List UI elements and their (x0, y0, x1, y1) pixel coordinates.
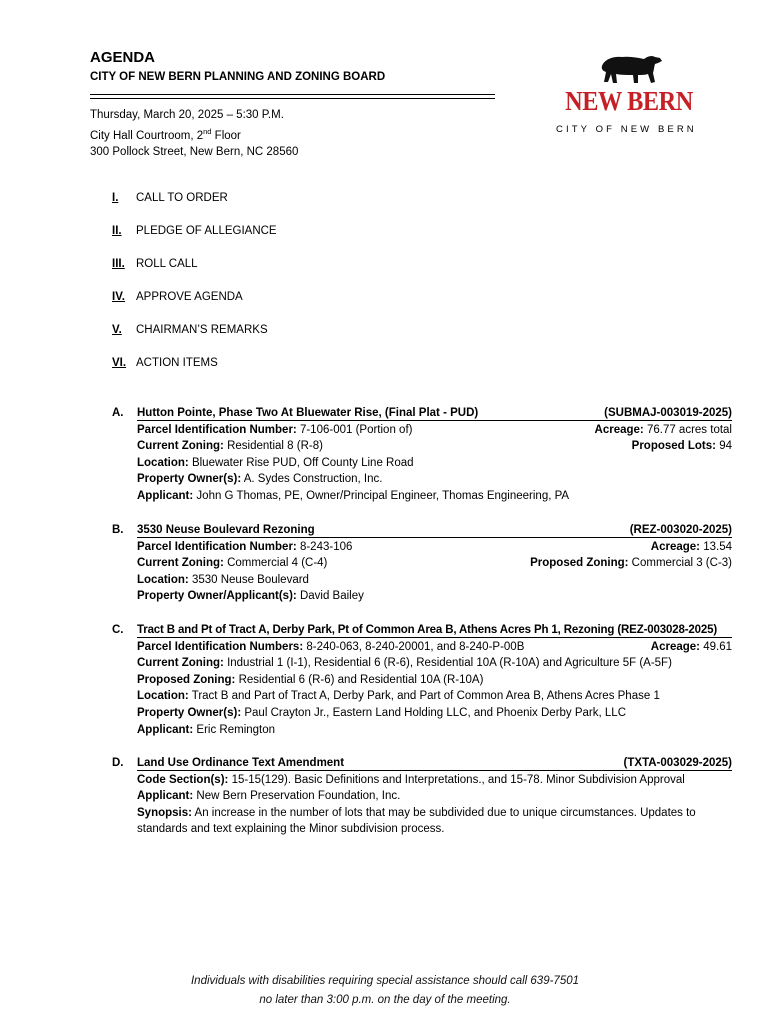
item-title: 3530 Neuse Boulevard Rezoning (137, 524, 315, 536)
case-number: (SUBMAJ-003019-2025) (604, 407, 732, 419)
item-letter: B. (112, 524, 124, 536)
section-pledge: II. PLEDGE OF ALLEGIANCE (112, 225, 277, 237)
item-title-row (137, 522, 732, 539)
meeting-address: 300 Pollock Street, New Bern, NC 28560 (90, 145, 299, 158)
synopsis: Synopsis: An increase in the number of lots that may be subdivided due to unique circumstances. Updates to standards and text explaining the Minor subdivision process. (137, 806, 696, 836)
item-title: Tract B and Pt of Tract A, Derby Park, Pt of Common Area B, Athens Acres Ph 1, Rezoning (REZ-003028-2025) (137, 624, 718, 636)
action-item-c: C. Tract B and Pt of Tract A, Derby Park, Pt of Common Area B, Athens Acres Ph 1, Rezoning (REZ-003028-2025) Parcel Identification Numbers: 8-240-063, 8-240-20001, and 8-240-P-00B Acreage: 49.61 Current Zoning: Industrial 1 (I-1), Residential 6 (R-6), Residential 10A (R-10A) and Agriculture 5F (A-5F) Proposed Zoning: Residential 6 (R-6) and Residential 10A (R-10A) Location: Tract B and Part of Tract A, Derby Park, and Part of Common Area B, Athens Acres Phase 1 Property Owner(s): Paul Crayton Jr., Eastern Land Holding LLC, and Phoenix Derby Park, LLC Applicant: Eric Remington (112, 624, 732, 736)
meeting-info (90, 107, 298, 160)
page-title: AGENDA (90, 49, 156, 66)
item-title-row (137, 755, 732, 772)
item-title: Hutton Pointe, Phase Two At Bluewater Rise, (Final Plat - PUD) (137, 407, 479, 419)
meeting-location: City Hall Courtroom, 2nd Floor (90, 126, 241, 142)
item-title: Land Use Ordinance Text Amendment (137, 757, 345, 769)
section-chairman-remarks: V. CHAIRMAN’S REMARKS (112, 324, 268, 336)
section-call-to-order: I. CALL TO ORDER (112, 192, 228, 204)
logo-name: NEW BERN (565, 86, 693, 116)
action-item-b: B. 3530 Neuse Boulevard Rezoning (REZ-003020-2025) Parcel Identification Number: 8-243-106 Acreage: 13.54 Current Zoning: Commercial 4 (C-4) Proposed Zoning: Commercial 3 (C-3) Location: 3530 Neuse Boulevard Property Owner/Applicant(s): David Bailey (112, 524, 732, 603)
board-title: CITY OF NEW BERN PLANNING AND ZONING BOARD (90, 71, 386, 83)
bear-icon (598, 52, 664, 88)
case-number: (REZ-003020-2025) (629, 524, 732, 536)
city-logo (548, 52, 718, 142)
header-rule-thin (90, 98, 495, 99)
meeting-date-time: Thursday, March 20, 2025 – 5:30 P.M. (90, 109, 284, 121)
item-title-row (137, 405, 732, 422)
item-letter: C. (112, 624, 124, 636)
header-rule (90, 94, 495, 95)
section-roll-call: III. ROLL CALL (112, 258, 198, 270)
action-item-d: D. Land Use Ordinance Text Amendment (TXTA-003029-2025) Code Section(s): 15-15(129). Basic Definitions and Interpretations., and 15-78. Minor Subdivision Approval Applicant: New Bern Preservation Foundation, Inc. Synopsis: An increase in the number of lots that may be subdivided due to unique circumstances. Updates to standards and text explaining the Minor subdivision process. (112, 755, 732, 838)
item-letter: D. (112, 757, 124, 769)
case-number: (TXTA-003029-2025) (623, 757, 732, 769)
section-action-items: VI. ACTION ITEMS (112, 357, 218, 369)
logo-subtitle: CITY OF NEW BERN (556, 124, 697, 135)
action-item-a: A. Hutton Pointe, Phase Two At Bluewater Rise, (Final Plat - PUD) (SUBMAJ-003019-2025) Parcel Identification Number: 7-106-001 (Portion of) Acreage: 76.77 acres total Current Zoning: Residential 8 (R-8) Proposed Lots: 94 Location: Bluewater Rise PUD, Off County Line Road Property Owner(s): A. Sydes Construction, Inc. Applicant: John G Thomas, PE, Owner/Principal Engineer, Thomas Engineering, PA (112, 407, 732, 502)
item-title-row (137, 622, 732, 639)
accessibility-notice: Individuals with disabilities requiring special assistance should call 639-7501 no later than 3:00 p.m. on the day of the meeting. (190, 975, 580, 1006)
section-approve-agenda: IV. APPROVE AGENDA (112, 291, 243, 303)
item-letter: A. (112, 407, 124, 419)
